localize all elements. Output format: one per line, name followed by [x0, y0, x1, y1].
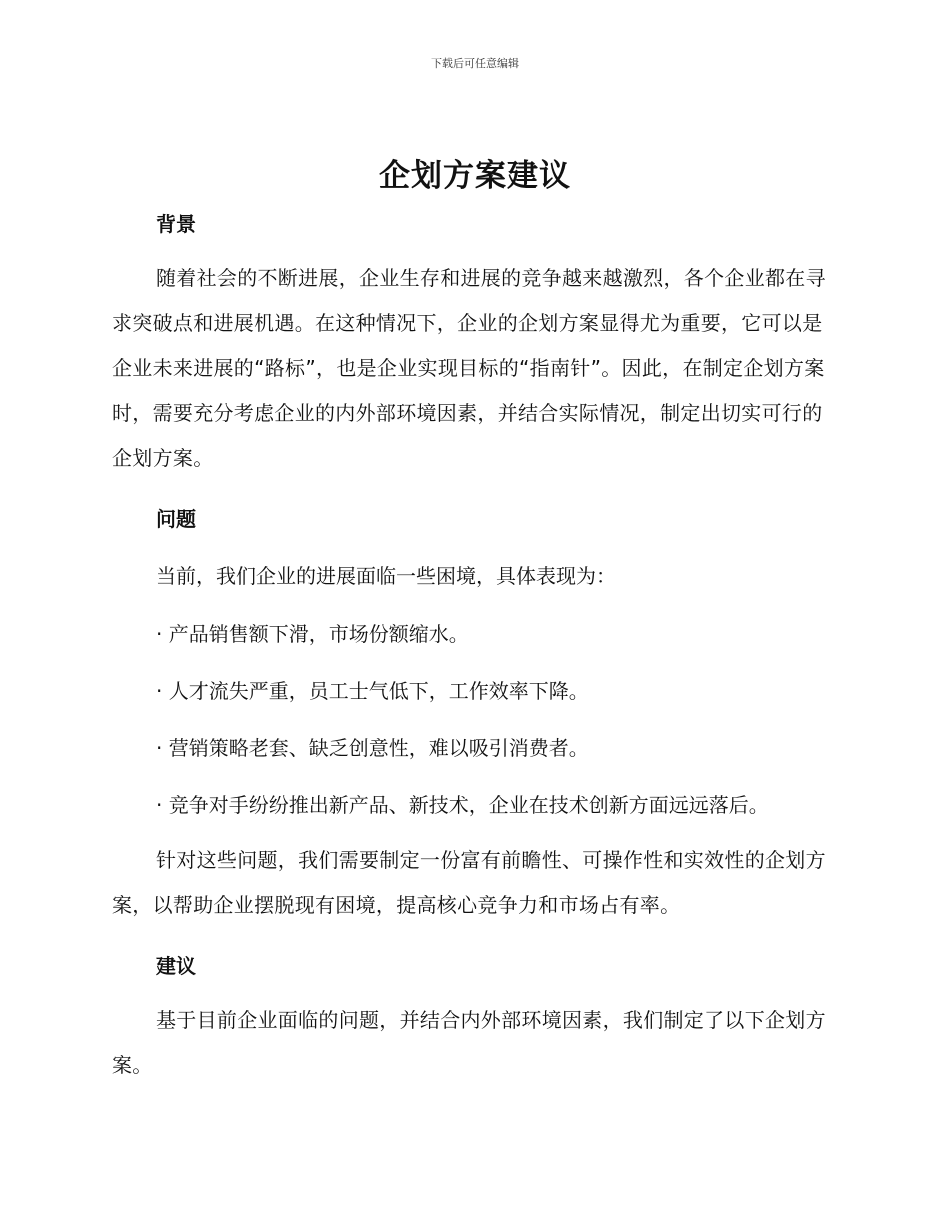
background-paragraph: 随着社会的不断进展，企业生存和进展的竞争越来越激烈，各个企业都在寻求突破点和进展机遇。在这种情况下，企业的企划方案显得尤为重要，它可以是企业未来进展的“路标”，也是企业实现目标的“指南针”。因此，在制定企划方案时，需要充分考虑企业的内外部环境因素，并结合实际情况，制定出切实可行的企划方案。: [112, 266, 826, 470]
list-item: · 人才流失严重，员工士气低下，工作效率下降。: [156, 679, 589, 703]
problem-intro: 当前，我们企业的进展面临一些困境，具体表现为：: [156, 564, 616, 588]
section-heading-background: 背景: [156, 212, 196, 236]
list-item: · 产品销售额下滑，市场份额缩水。: [156, 622, 469, 646]
section-heading-suggestion: 建议: [156, 954, 196, 978]
suggestion-paragraph: 基于目前企业面临的问题，并结合内外部环境因素，我们制定了以下企划方案。: [112, 1008, 826, 1077]
section-heading-problem: 问题: [156, 507, 196, 531]
page-header: 下载后可任意编辑: [431, 57, 519, 70]
document-title: 企划方案建议: [379, 158, 571, 194]
list-item: · 营销策略老套、缺乏创意性，难以吸引消费者。: [156, 736, 589, 760]
list-item: · 竞争对手纷纷推出新产品、新技术，企业在技术创新方面远远落后。: [156, 793, 769, 817]
problem-conclusion: 针对这些问题，我们需要制定一份富有前瞻性、可操作性和实效性的企划方案，以帮助企业摆脱现有困境，提高核心竞争力和市场占有率。: [112, 848, 826, 917]
